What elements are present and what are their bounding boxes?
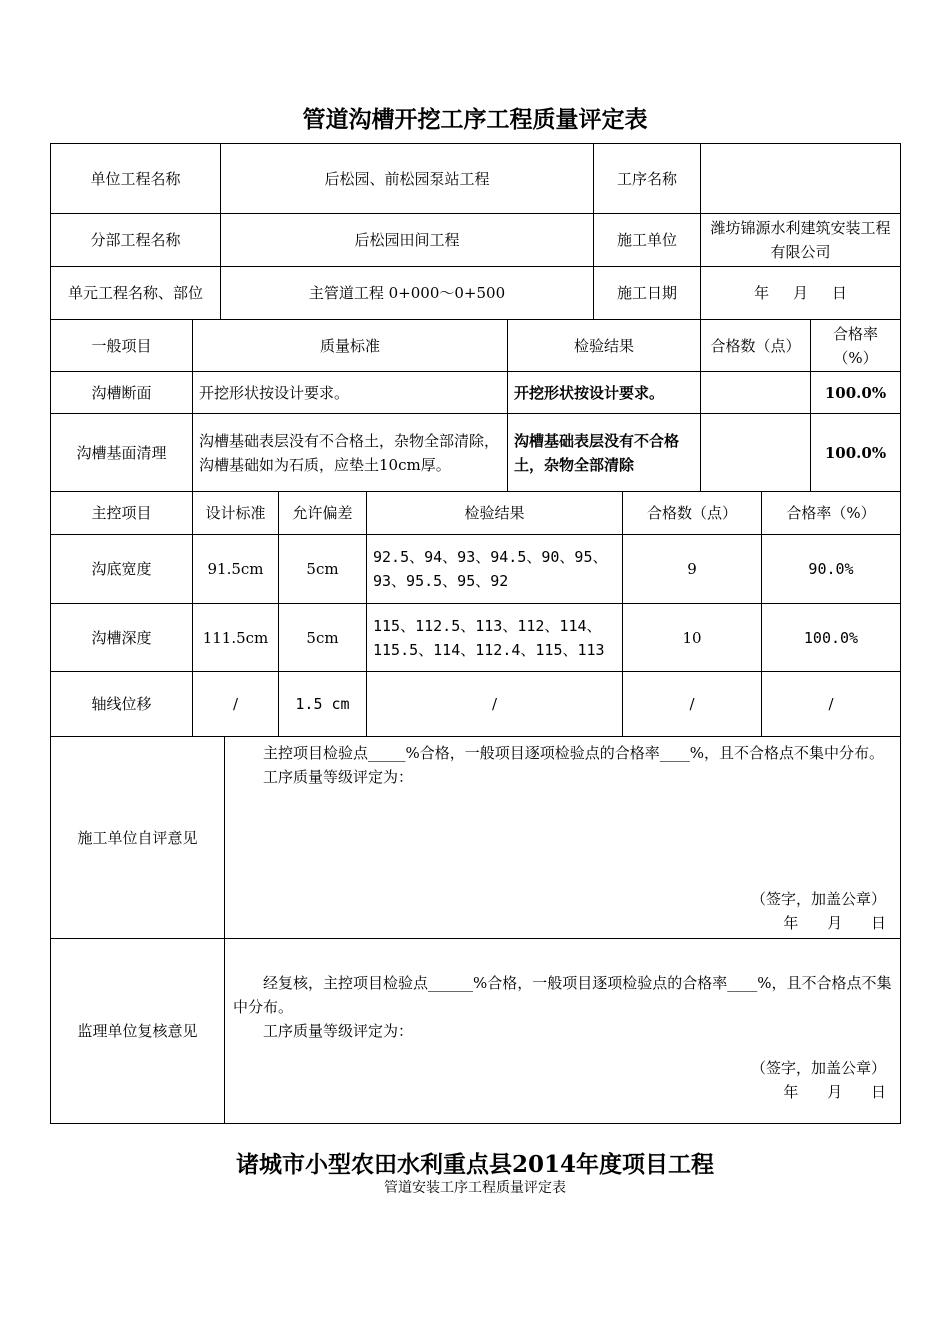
general-header-rate: 合格率（%） <box>811 320 901 372</box>
contractor-sign-month: 月 <box>827 914 843 932</box>
date-value <box>701 267 901 320</box>
main-header-item: 主控项目 <box>51 492 193 535</box>
info-row-division <box>51 214 901 267</box>
main-item: 沟底宽度 <box>51 535 193 604</box>
general-header-standard: 质量标准 <box>193 320 508 372</box>
contractor-opinion-row <box>51 737 901 939</box>
supervisor-opinion-cell <box>225 939 901 1124</box>
general-standard: 沟槽基础表层没有不合格土，杂物全部清除，沟槽基础如为石质，应垫土10cm厚。 <box>193 414 508 492</box>
general-count <box>701 372 811 414</box>
main-header-row <box>51 492 901 535</box>
contractor-sign-day: 日 <box>870 914 886 932</box>
main-count: / <box>623 672 762 737</box>
main-rate: 90.0% <box>762 535 901 604</box>
supervisor-sign-day: 日 <box>870 1083 886 1101</box>
supervisor-opinion-text: 经复核，主控项目检验点______%合格，一般项目逐项检验点的合格率____%，且不合格点不集中分布。 <box>233 974 892 1016</box>
supervisor-signature-block <box>751 1056 886 1104</box>
process-name-value <box>701 144 901 214</box>
contractor-grade-text: 工序质量等级评定为： <box>263 768 414 786</box>
general-header-item: 一般项目 <box>51 320 193 372</box>
table-row <box>51 414 901 492</box>
general-item: 沟槽断面 <box>51 372 193 414</box>
table-row <box>51 672 901 737</box>
main-design: / <box>193 672 279 737</box>
info-row-unit <box>51 144 901 214</box>
main-count: 9 <box>623 535 762 604</box>
opinions-table <box>50 736 901 1124</box>
main-header-design: 设计标准 <box>193 492 279 535</box>
main-control-table <box>50 491 901 737</box>
date-year: 年 <box>754 284 770 302</box>
general-header-row <box>51 320 901 372</box>
footer-heading: 诸城市小型农田水利重点县2014年度项目工程 <box>235 1151 714 1178</box>
info-table <box>50 143 901 320</box>
process-name-label: 工序名称 <box>594 144 701 214</box>
footer-subheading: 管道安装工序工程质量评定表 <box>384 1180 566 1196</box>
general-standard: 开挖形状按设计要求。 <box>193 372 508 414</box>
main-header-count: 合格数（点） <box>623 492 762 535</box>
main-design: 111.5cm <box>193 604 279 672</box>
element-label: 单元工程名称、部位 <box>51 267 221 320</box>
main-item: 轴线位移 <box>51 672 193 737</box>
date-day: 日 <box>831 284 847 302</box>
main-result: 92.5、94、93、94.5、90、95、93、95.5、95、92 <box>367 535 623 604</box>
main-tolerance: 5cm <box>279 535 367 604</box>
general-count <box>701 414 811 492</box>
contractor-opinion-label: 施工单位自评意见 <box>51 737 225 939</box>
division-label: 分部工程名称 <box>51 214 221 267</box>
main-header-result: 检验结果 <box>367 492 623 535</box>
contractor-signature-block <box>751 887 886 935</box>
main-result: / <box>367 672 623 737</box>
info-row-element <box>51 267 901 320</box>
contractor-opinion-text: 主控项目检验点_____%合格，一般项目逐项检验点的合格率____%，且不合格点不集中分布。 <box>263 744 885 762</box>
main-header-rate: 合格率（%） <box>762 492 901 535</box>
general-result: 沟槽基础表层没有不合格土，杂物全部清除 <box>508 414 701 492</box>
unit-project-value: 后松园、前松园泵站工程 <box>221 144 594 214</box>
main-design: 91.5cm <box>193 535 279 604</box>
supervisor-opinion-row <box>51 939 901 1124</box>
main-count: 10 <box>623 604 762 672</box>
table-row <box>51 604 901 672</box>
supervisor-sign-date <box>751 1080 886 1104</box>
main-tolerance: 1.5 cm <box>279 672 367 737</box>
contractor-sign-date <box>751 911 886 935</box>
supervisor-sign-year: 年 <box>783 1083 799 1101</box>
main-tolerance: 5cm <box>279 604 367 672</box>
contractor-signature: （签字，加盖公章） <box>750 890 886 908</box>
main-rate: / <box>762 672 901 737</box>
general-rate: 100.0% <box>811 414 901 492</box>
supervisor-grade-text: 工序质量等级评定为： <box>263 1022 414 1040</box>
main-rate: 100.0% <box>762 604 901 672</box>
date-label: 施工日期 <box>594 267 701 320</box>
general-header-count: 合格数（点） <box>701 320 811 372</box>
general-rate: 100.0% <box>811 372 901 414</box>
page-title: 管道沟槽开挖工序工程质量评定表 <box>302 106 648 133</box>
table-row <box>51 372 901 414</box>
unit-project-label: 单位工程名称 <box>51 144 221 214</box>
contractor-label: 施工单位 <box>594 214 701 267</box>
division-value: 后松园田间工程 <box>221 214 594 267</box>
supervisor-signature: （签字，加盖公章） <box>750 1059 886 1077</box>
table-row <box>51 535 901 604</box>
contractor-opinion-cell <box>225 737 901 939</box>
general-item: 沟槽基面清理 <box>51 414 193 492</box>
date-month: 月 <box>792 284 808 302</box>
general-items-table <box>50 319 901 492</box>
contractor-value: 潍坊锦源水利建筑安装工程有限公司 <box>701 214 901 267</box>
contractor-sign-year: 年 <box>783 914 799 932</box>
supervisor-sign-month: 月 <box>827 1083 843 1101</box>
main-header-tolerance: 允许偏差 <box>279 492 367 535</box>
general-result: 开挖形状按设计要求。 <box>508 372 701 414</box>
main-item: 沟槽深度 <box>51 604 193 672</box>
general-header-result: 检验结果 <box>508 320 701 372</box>
supervisor-opinion-label: 监理单位复核意见 <box>51 939 225 1124</box>
main-result: 115、112.5、113、112、114、115.5、114、112.4、115、113 <box>367 604 623 672</box>
element-value: 主管道工程 0+000～0+500 <box>221 267 594 320</box>
